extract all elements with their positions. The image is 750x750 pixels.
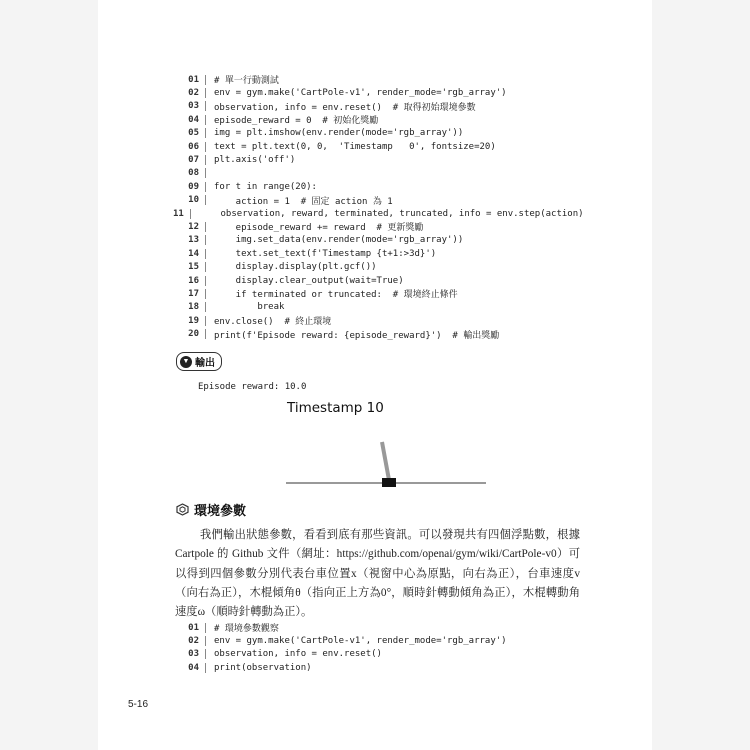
code-line [173, 207, 584, 220]
code-text: action = 1 # 固定 action 為 1 [214, 196, 393, 207]
code-text: plt.axis('off') [214, 155, 296, 166]
line-number: 18 [173, 302, 206, 312]
code-text: text = plt.text(0, 0, 'Timestamp 0', fontsize=20) [214, 141, 496, 152]
code-text: observation, reward, terminated, truncated, info = env.step(action) [198, 208, 584, 219]
code-line [173, 100, 573, 113]
code-text: print(f'Episode reward: {episode_reward}') # 輸出獎勵 [214, 330, 500, 341]
line-number: 02 [173, 636, 206, 646]
code-text: env = gym.make('CartPole-v1', render_mode='rgb_array') [214, 636, 507, 647]
cart [382, 478, 396, 487]
line-number: 15 [173, 262, 206, 272]
code-text: img = plt.imshow(env.render(mode='rgb_array')) [214, 128, 464, 139]
line-number: 03 [173, 101, 206, 111]
line-number: 05 [173, 128, 206, 138]
code-line [173, 648, 573, 661]
code-line [173, 274, 573, 287]
code-text: break [214, 302, 285, 313]
code-text: # 單一行動測試 [214, 76, 279, 87]
code-line [173, 220, 573, 233]
code-line [173, 260, 573, 273]
code-text: display.display(plt.gcf()) [214, 262, 377, 273]
line-number: 17 [173, 289, 206, 299]
line-number: 04 [173, 663, 206, 673]
line-number: 12 [173, 222, 206, 232]
section-title: 環境參數 [194, 503, 247, 518]
code-line [173, 180, 573, 193]
line-number: 16 [173, 276, 206, 286]
line-number: 14 [173, 249, 206, 259]
line-number: 02 [173, 88, 206, 98]
code-line [173, 113, 573, 126]
code-line [173, 73, 573, 86]
code-line [173, 621, 573, 634]
code-line [173, 167, 573, 180]
code-block-2 [173, 621, 573, 675]
section-heading [176, 500, 246, 519]
code-text: print(observation) [214, 662, 312, 673]
cartpole-figure [284, 436, 524, 496]
code-line [173, 314, 573, 327]
code-text: text.set_text(f'Timestamp {t+1:>3d}') [214, 248, 437, 259]
output-badge [176, 352, 222, 371]
code-text: for t in range(20): [214, 181, 317, 192]
code-text: img.set_data(env.render(mode='rgb_array')) [214, 235, 464, 246]
code-text: observation, info = env.reset() [214, 649, 382, 660]
line-number: 03 [173, 649, 206, 659]
code-text: env.close() # 終止環境 [214, 317, 332, 328]
line-number: 08 [173, 168, 206, 178]
line-number: 01 [173, 75, 206, 85]
code-line [173, 127, 573, 140]
line-number: 04 [173, 115, 206, 125]
code-text: env = gym.make('CartPole-v1', render_mode='rgb_array') [214, 88, 507, 99]
line-number: 07 [173, 155, 206, 165]
figure-title: Timestamp 10 [287, 400, 384, 416]
line-number: 13 [173, 235, 206, 245]
code-text: observation, info = env.reset() # 取得初始環境參數 [214, 102, 476, 113]
triangle-down-icon: ▼ [180, 356, 192, 368]
code-line [173, 153, 573, 166]
line-number: 10 [173, 195, 206, 205]
code-line [173, 287, 573, 300]
code-line [173, 634, 573, 647]
code-text: display.clear_output(wait=True) [214, 275, 404, 286]
code-text: episode_reward = 0 # 初始化獎勵 [214, 116, 379, 127]
code-line [173, 301, 573, 314]
code-line [173, 86, 573, 99]
line-number: 20 [173, 329, 206, 339]
line-number: 06 [173, 142, 206, 152]
line-number: 09 [173, 182, 206, 192]
code-line [173, 327, 573, 340]
hexagon-icon [176, 503, 189, 516]
code-line [173, 247, 573, 260]
line-number: 01 [173, 623, 206, 633]
code-line [173, 234, 573, 247]
line-number: 11 [173, 209, 191, 219]
section-paragraph: 我們輸出狀態參數，看看到底有那些資訊。可以發現共有四個浮點數，根據 Cartpole 的 Github 文件（網址：https://github.com/openai/gym/wiki/CartPole-v0）可以得到四個參數分別代表台車位置x（視窗中心為原點，向右為正），台車速度v（向右為正），木棍傾角θ（指向正上方為0°，順時針轉動傾角為正），木棍轉動角速度ω（順時針轉動為正）。 [175, 529, 580, 619]
code-text: if terminated or truncated: # 環境終止條件 [214, 290, 458, 301]
page-number: 5-16 [128, 699, 149, 710]
code-line [173, 661, 573, 674]
code-block-1 [173, 73, 584, 341]
code-text: episode_reward += reward # 更新獎勵 [214, 223, 424, 234]
code-text: # 環境參數觀察 [214, 624, 279, 635]
pole [382, 442, 389, 480]
output-text: Episode reward: 10.0 [198, 382, 307, 392]
code-line [173, 140, 573, 153]
output-label: 輸出 [195, 358, 215, 369]
code-line [173, 194, 573, 207]
line-number: 19 [173, 316, 206, 326]
